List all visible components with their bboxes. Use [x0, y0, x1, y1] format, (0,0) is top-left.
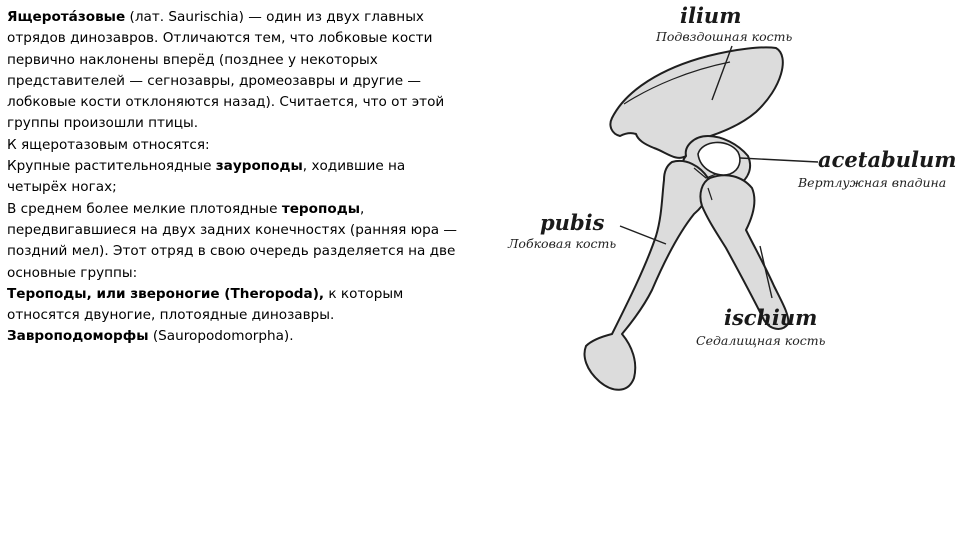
pubis-bone [585, 161, 710, 390]
acetabulum-label: acetabulum [818, 147, 957, 172]
pelvis-diagram [500, 0, 960, 400]
intro-paragraph [7, 7, 469, 135]
pelvis-svg [500, 0, 960, 400]
theropoda-paragraph: Тероподы, или звероногие (Theropoda), к которым относятся двуногие, плотоядные динозавры. [7, 285, 404, 324]
article-text [7, 7, 469, 348]
pubis-ru-label: Лобковая кость [508, 236, 617, 251]
sauropodomorpha-paragraph: Завроподоморфы (Sauropodomorpha). [7, 328, 294, 345]
term-sauropods: зауроподы [215, 158, 303, 175]
acetabulum-ru-label: Вертлужная впадина [798, 175, 947, 190]
ischium-ru-label: Седалищная кость [696, 333, 826, 348]
includes-heading: К ящеротазовым относятся: [7, 136, 210, 153]
ilium-label: ilium [680, 3, 742, 28]
ilium-ru-label: Подвздошная кость [656, 29, 793, 44]
sauropods-paragraph: Крупные растительноядные зауроподы, ходившие на четырёх ногах; [7, 158, 406, 196]
pubis-label: pubis [540, 210, 605, 235]
term-theropoda: Тероподы, или звероногие (Theropoda), [7, 285, 325, 302]
acetabulum-leader [740, 158, 818, 162]
ischium-label: ischium [724, 305, 818, 330]
intro-text: (лат. Saurischia) — один из двух главных отрядов динозавров. Отличаются тем, что лобковые кости первично наклонены вперёд (позднее у некоторых представителей — сегнозавры, дромеозавры и другие — лобковые кости отклоняются назад). Считается, что от этой группы произошли птицы. [7, 9, 445, 132]
term-sauropodomorpha: Завроподоморфы [7, 328, 149, 345]
term-saurischia: Ящерота́зовые [7, 9, 126, 25]
term-theropods: тероподы [281, 200, 360, 217]
theropods-paragraph: В среднем более мелкие плотоядные тероподы, передвигавшиеся на двух задних конечностях (ранняя юра — поздний мел). Этот отряд в свою очередь разделяется на две основные группы: [7, 200, 457, 281]
